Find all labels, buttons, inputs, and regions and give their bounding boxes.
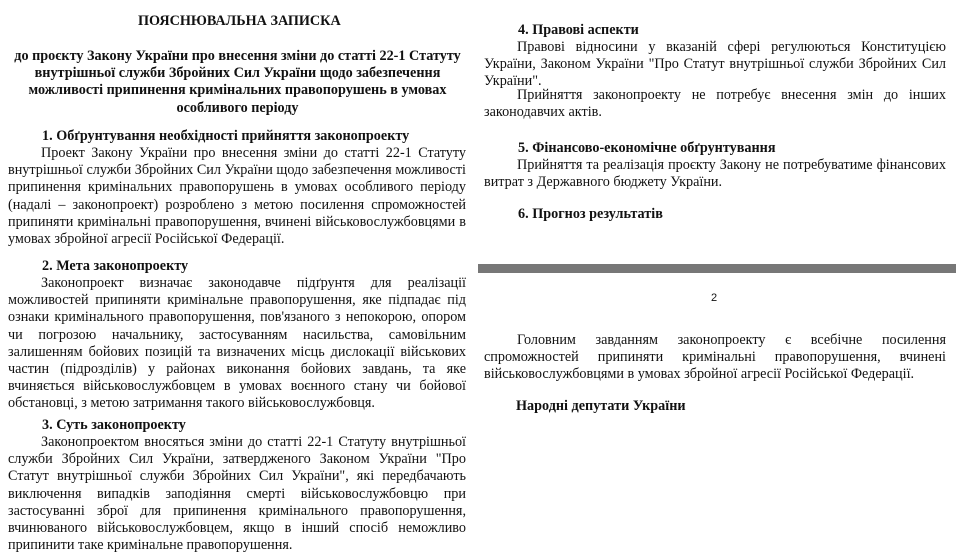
section-4-text-2: Прийняття законопроекту не потребує внесення змін до інших законодавчих актів. [484, 87, 946, 121]
signature-line: Народні депутати України [516, 398, 686, 414]
section-1-text: Проект Закону України про внесення зміни до статті 22-1 Статуту внутрішньої служби Збройних Сил України щодо забезпечення можливості припинення кримінальних правопорушень в умовах особливого періоду (надалі – законопроект) розроблено з метою посилення спроможностей припиняти кримінальні правопорушення, вчинені військовослужбовцями в умовах збройної агресії Російської Федерації. [8, 145, 466, 248]
section-2-heading: 2. Мета законопроекту [42, 258, 189, 274]
page-number: 2 [711, 292, 718, 304]
right-page [478, 0, 956, 560]
section-6-text: Головним завданням законопроекту є всебічне посилення спроможностей припиняти кримінальні правопорушення, вчинені військовослужбовцями в умовах збройної агресії Російської Федерації. [484, 332, 946, 383]
section-4-text-1: Правові відносини у вказаній сфері регулюються Конституцією України, Законом України "Про Статут внутрішньої служби Збройних Сил України". [484, 39, 946, 90]
section-1-heading: 1. Обґрунтування необхідності прийняття законопроекту [42, 128, 410, 144]
document-title: ПОЯСНЮВАЛЬНА ЗАПИСКА [138, 13, 341, 29]
section-5-heading: 5. Фінансово-економічне обґрунтування [518, 140, 776, 156]
document-subtitle: до проєкту Закону України про внесення зміни до статті 22-1 Статуту внутрішньої служби Збройних Сил України щодо забезпечення можливості припинення кримінальних правопорушень в умовах особливого періоду [14, 48, 461, 116]
section-4-heading: 4. Правові аспекти [518, 22, 639, 38]
page-divider [478, 264, 956, 273]
left-page [0, 0, 474, 560]
section-2-text: Законопроект визначає законодавче підґрунтя для реалізації можливостей припиняти кримінальне правопорушення, яке підпадає під ознаки кримінального правопорушення, пов'язаного з непокорою, опором чи погрозою начальнику, застосуванням насильства, самовільним залишенням бойових позицій та визначених місць дислокації військових частин (підрозділів) у районах виконання бойових завдань, та яке вчиняється військовослужбовцем в умовах воєнного стану чи бойової обстановці, з метою затримання такого військовослужбовця. [8, 275, 466, 412]
section-3-heading: 3. Суть законопроекту [42, 417, 186, 433]
section-5-text: Прийняття та реалізація проєкту Закону не потребуватиме фінансових витрат з Державного бюджету України. [484, 157, 946, 191]
section-3-text: Законопроектом вносяться зміни до статті 22-1 Статуту внутрішньої служби Збройних Сил України, затвердженого Законом України "Про Статут внутрішньої служби Збройних Сил України", які передбачають виключення випадків заподіяння смерті військовослужбовцю при застосуванні зброї для припинення кримінального правопорушення, вчинюваного військовослужбовцем, якщо в інший спосіб неможливо припинити таке кримінальне правопорушення. [8, 434, 466, 554]
section-6-heading: 6. Прогноз результатів [518, 206, 663, 222]
